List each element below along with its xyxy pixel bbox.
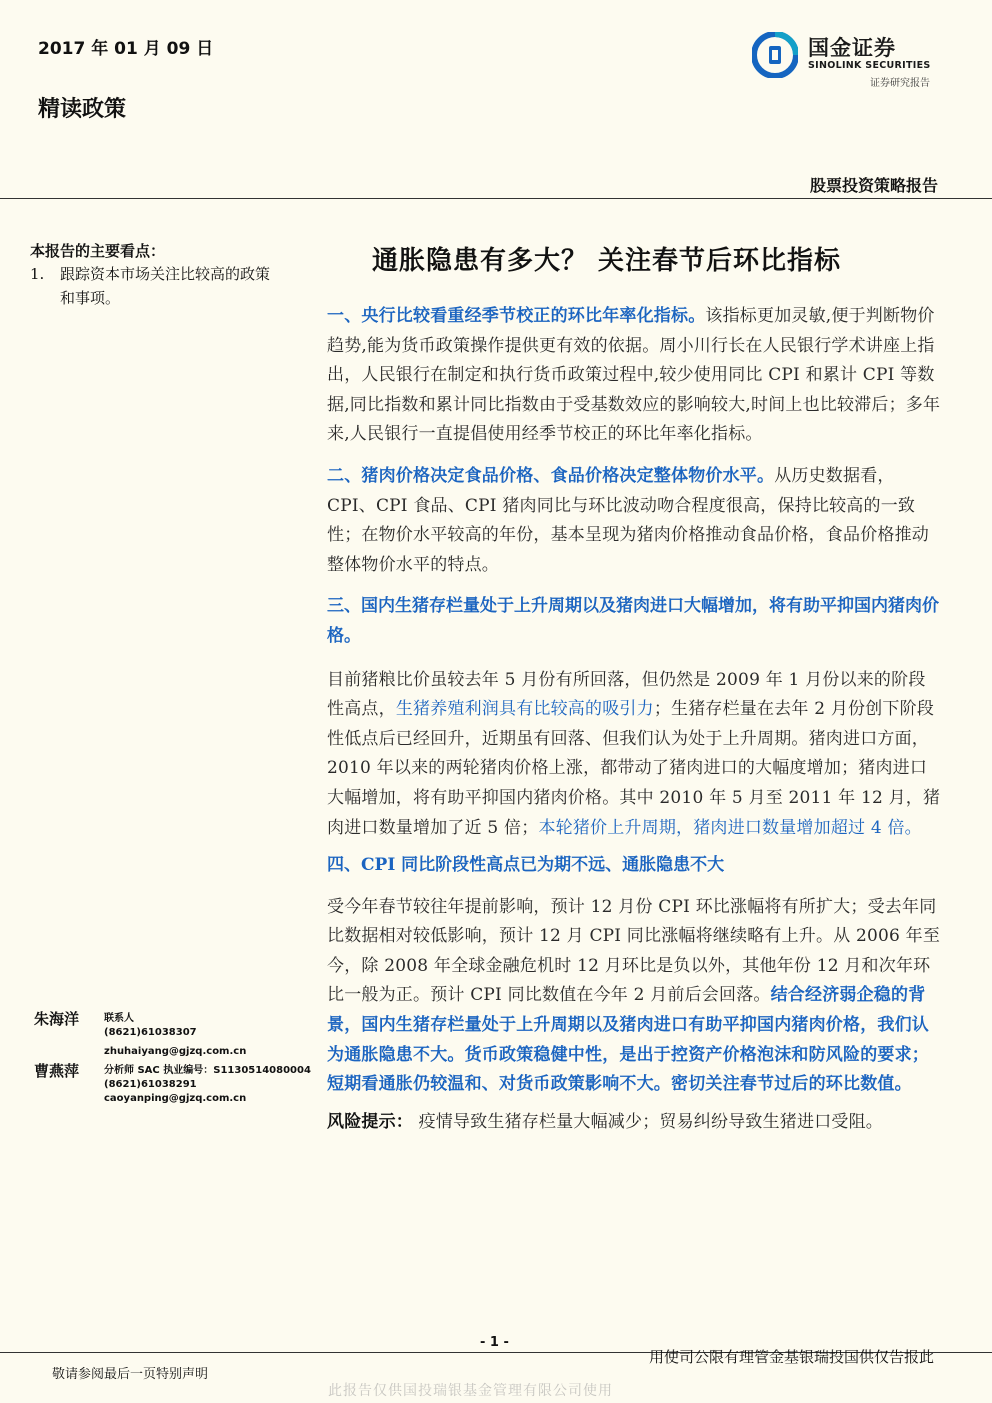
sinolink-logo-icon <box>752 32 798 78</box>
risk-label: 风险提示： <box>327 1111 413 1132</box>
section-4 <box>327 893 941 1100</box>
section-1 <box>327 302 941 450</box>
section-4-heading: 四、CPI 同比阶段性高点已为期不远、通胀隐患不大 <box>327 855 725 876</box>
watermark: 此报告仅供国投瑞银基金管理有限公司使用 <box>328 1383 613 1399</box>
analyst-phone: (8621)61038291 <box>104 1079 197 1090</box>
section-4-highlight: 结合经济弱企稳的背景，国内生猪存栏量处于上升周期以及猪肉进口有助平抑国内猪肉价格，我们认为通胀隐患不大。货币政策稳健中性，是出于控资产价格泡沫和防风险的要求；短期看通胀仍较温和、对货币政策影响不大。密切关注春节过后的环比数值。 <box>327 985 929 1095</box>
sidebar-heading: 本报告的主要看点： <box>30 242 166 260</box>
footer-notice: 用使司公限有理管金基银瑞投国供仅告报此 <box>648 1348 934 1366</box>
section-3-text: 目前猪粮比价虽较去年 5 月份有所回落，但仍然是 2009 年 1 月份以来的阶段性高点， <box>327 669 926 720</box>
company-logo <box>752 30 952 90</box>
section-1-text: 该指标更加灵敏,便于判断物价趋势,能为货币政策操作提供更有效的依据。周小川行长在人民银行学术讲座上指出，人民银行在制定和执行货币政策过程中,较少使用同比 CPI 和累计 CPI 等数据,同比指数和累计同比指数由于受基数效应的影响较大,时间上也比较滞后；多年来,人民银行一直提倡使用经季节校正的环比年率化指标。 <box>327 306 941 445</box>
analyst-email[interactable]: caoyanping@gjzq.com.cn <box>104 1093 247 1104</box>
section-title: 精读政策 <box>38 96 127 122</box>
key-point-number: 1. <box>30 265 45 283</box>
report-title: 通胀隐患有多大？ 关注春节后环比指标 <box>372 246 842 276</box>
section-2-text: 从历史数据看，CPI、CPI 食品、CPI 猪肉同比与环比波动吻合程度很高，保持比较高的一致性；在物价水平较高的年份，基本呈现为猪肉价格推动食品价格，食品价格推动整体物价水平的特点。 <box>327 465 929 575</box>
analyst-name: 朱海洋 <box>34 1010 80 1028</box>
section-3-highlight: 本轮猪价上升周期，猪肉进口数量增加超过 4 倍。 <box>538 817 922 838</box>
logo-subtitle: 证券研究报告 <box>870 78 930 89</box>
logo-name-en: SINOLINK SECURITIES <box>808 60 931 71</box>
sidebar-key-point <box>30 262 275 310</box>
risk-text: 疫情导致生猪存栏量大幅减少；贸易纠纷导致生猪进口受阻。 <box>413 1111 884 1132</box>
logo-name-cn: 国金证券 <box>808 36 896 60</box>
section-4-text: 受今年春节较往年提前影响，预计 12 月份 CPI 环比涨幅将有所扩大；受去年同比数据相对较低影响，预计 12 月 CPI 同比涨幅将继续略有上升。从 2006 年至今，除 2008 年全球金融危机时 12 月环比是负以外，其他年份 12 月和次年环比一般为正。预计 CPI 同比数值在今年 2 月前后会回落。 <box>327 896 941 1006</box>
section-3-heading: 三、国内生猪存栏量处于上升周期以及猪肉进口大幅增加，将有助平抑国内猪肉价格。 <box>327 596 939 646</box>
analyst-role: 联系人 <box>104 1013 134 1024</box>
report-body <box>327 302 941 1137</box>
analyst-phone: (8621)61038307 <box>104 1027 197 1038</box>
section-2-heading: 二、猪肉价格决定食品价格、食品价格决定整体物价水平。 <box>327 465 775 486</box>
section-3 <box>327 666 941 844</box>
risk-warning <box>327 1108 941 1138</box>
analyst-email[interactable]: zhuhaiyang@gjzq.com.cn <box>104 1046 247 1057</box>
section-3-highlight: 生猪养殖利润具有比较高的吸引力 <box>395 699 654 720</box>
footer-disclaimer: 敬请参阅最后一页特别声明 <box>52 1367 209 1382</box>
page-number: - 1 - <box>480 1335 509 1350</box>
section-3-text: ；生猪存栏量在去年 2 月份创下阶段性低点后已经回升，近期虽有回落、但我们认为处于上升周期。猪肉进口方面，2010 年以来的两轮猪肉价格上涨，都带动了猪肉进口的大幅度增加；猪肉进口大幅增加，将有助平抑国内猪肉价格。其中 2010 年 5 月至 2011 年 12 月，猪肉进口数量增加了近 5 倍； <box>327 699 941 838</box>
analyst-role: 分析师 SAC 执业编号：S1130514080004 <box>104 1065 311 1076</box>
analyst-name: 曹燕萍 <box>34 1062 80 1080</box>
section-1-heading: 一、央行比较看重经季节校正的环比年率化指标。 <box>327 306 706 326</box>
report-type: 股票投资策略报告 <box>809 176 938 195</box>
report-date: 2017 年 01 月 09 日 <box>38 39 214 59</box>
header-divider <box>0 198 992 199</box>
section-2 <box>327 462 941 580</box>
key-point-text: 跟踪资本市场关注比较高的政策和事项。 <box>60 265 271 307</box>
